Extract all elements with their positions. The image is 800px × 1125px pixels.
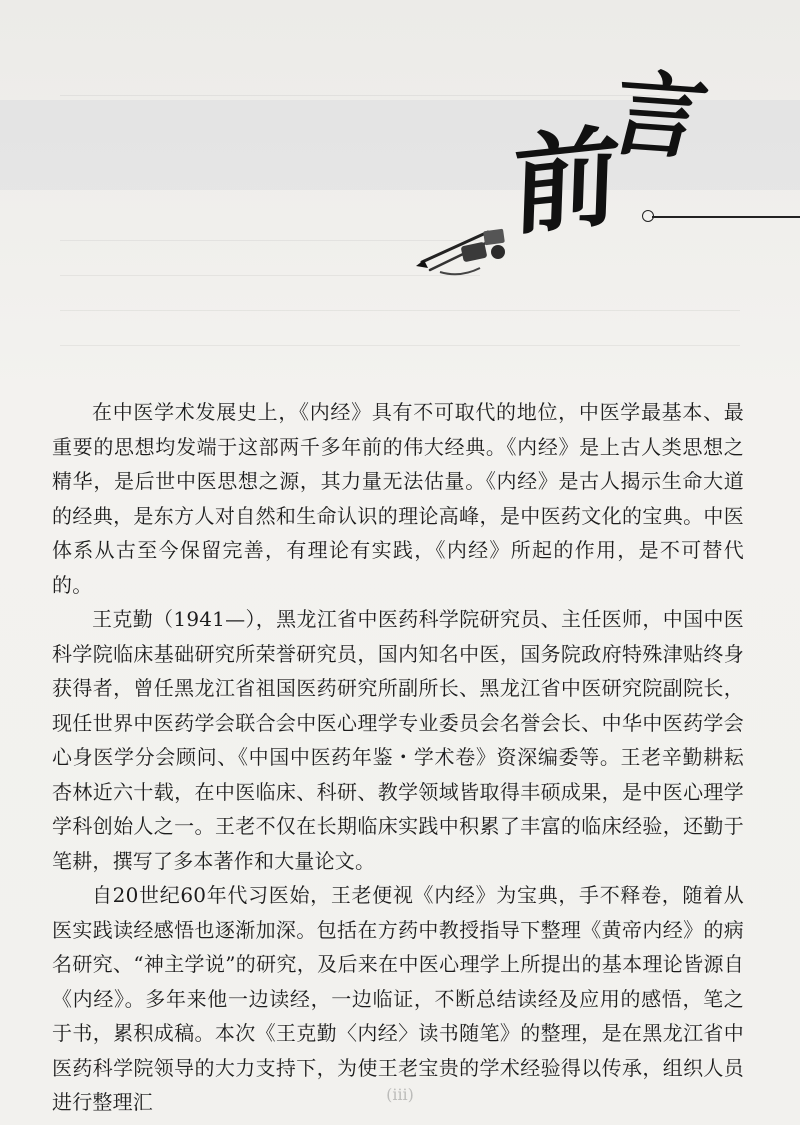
heading-char-yan: 言 [598, 59, 718, 173]
paragraph-1: 在中医学术发展史上，《内经》具有不可取代的地位，中医学最基本、最重要的思想均发端于这部两千多年前的伟大经典。《内经》是上古人类思想之精华，是后世中医思想之源，其力量无法估量。《内经》是古人揭示生命大道的经典，是东方人对自然和生命认识的理论高峰，是中医药文化的宝典。中医体系从古至今保留完善，有理论有实践，《内经》所起的作用，是不可替代的。 [52, 400, 744, 597]
paragraph-2: 王克勤（1941—），黑龙江省中医药科学院研究员、主任医师，中国中医科学院临床基础研究所荣誉研究员，国内知名中医，国务院政府特殊津贴终身获得者，曾任黑龙江省祖国医药研究所副所长、黑龙江省中医研究院副院长，现任世界中医药学会联合会中医心理学专业委员会名誉会长、中华中医药学会心身医学分会顾问、《中国中医药年鉴・学术卷》资深编委等。王老辛勤耕耘杏林近六十载，在中医临床、科研、教学领域皆取得丰硕成果，是中医心理学学科创始人之一。王老不仅在长期临床实践中积累了丰富的临床经验，还勤于笔耕，撰写了多本著作和大量论文。 [52, 607, 744, 873]
bleed-through-line [60, 310, 740, 311]
brush-inkstone-icon [410, 222, 520, 282]
preface-heading [500, 59, 800, 260]
preface-body [52, 395, 744, 1120]
paragraph-3: 自20世纪60年代习医始，王老便视《内经》为宝典，手不释卷，随着从医实践读经感悟也逐渐加深。包括在方药中教授指导下整理《黄帝内经》的病名研究、“神主学说”的研究，及后来在中医心理学上所提出的基本理论皆源自《内经》。多年来他一边读经，一边临证，不断总结读经及应用的感悟，笔之于书，累积成稿。本次《王克勤〈内经〉读书随笔》的整理，是在黑龙江省中医药科学院领导的大力支持下，为使王老宝贵的学术经验得以传承，组织人员进行整理汇 [52, 883, 744, 1114]
page-number: (iii) [386, 1085, 414, 1104]
bleed-through-line [60, 345, 740, 346]
heading-char-qian: 前 [510, 112, 622, 252]
heading-rule [652, 216, 800, 218]
